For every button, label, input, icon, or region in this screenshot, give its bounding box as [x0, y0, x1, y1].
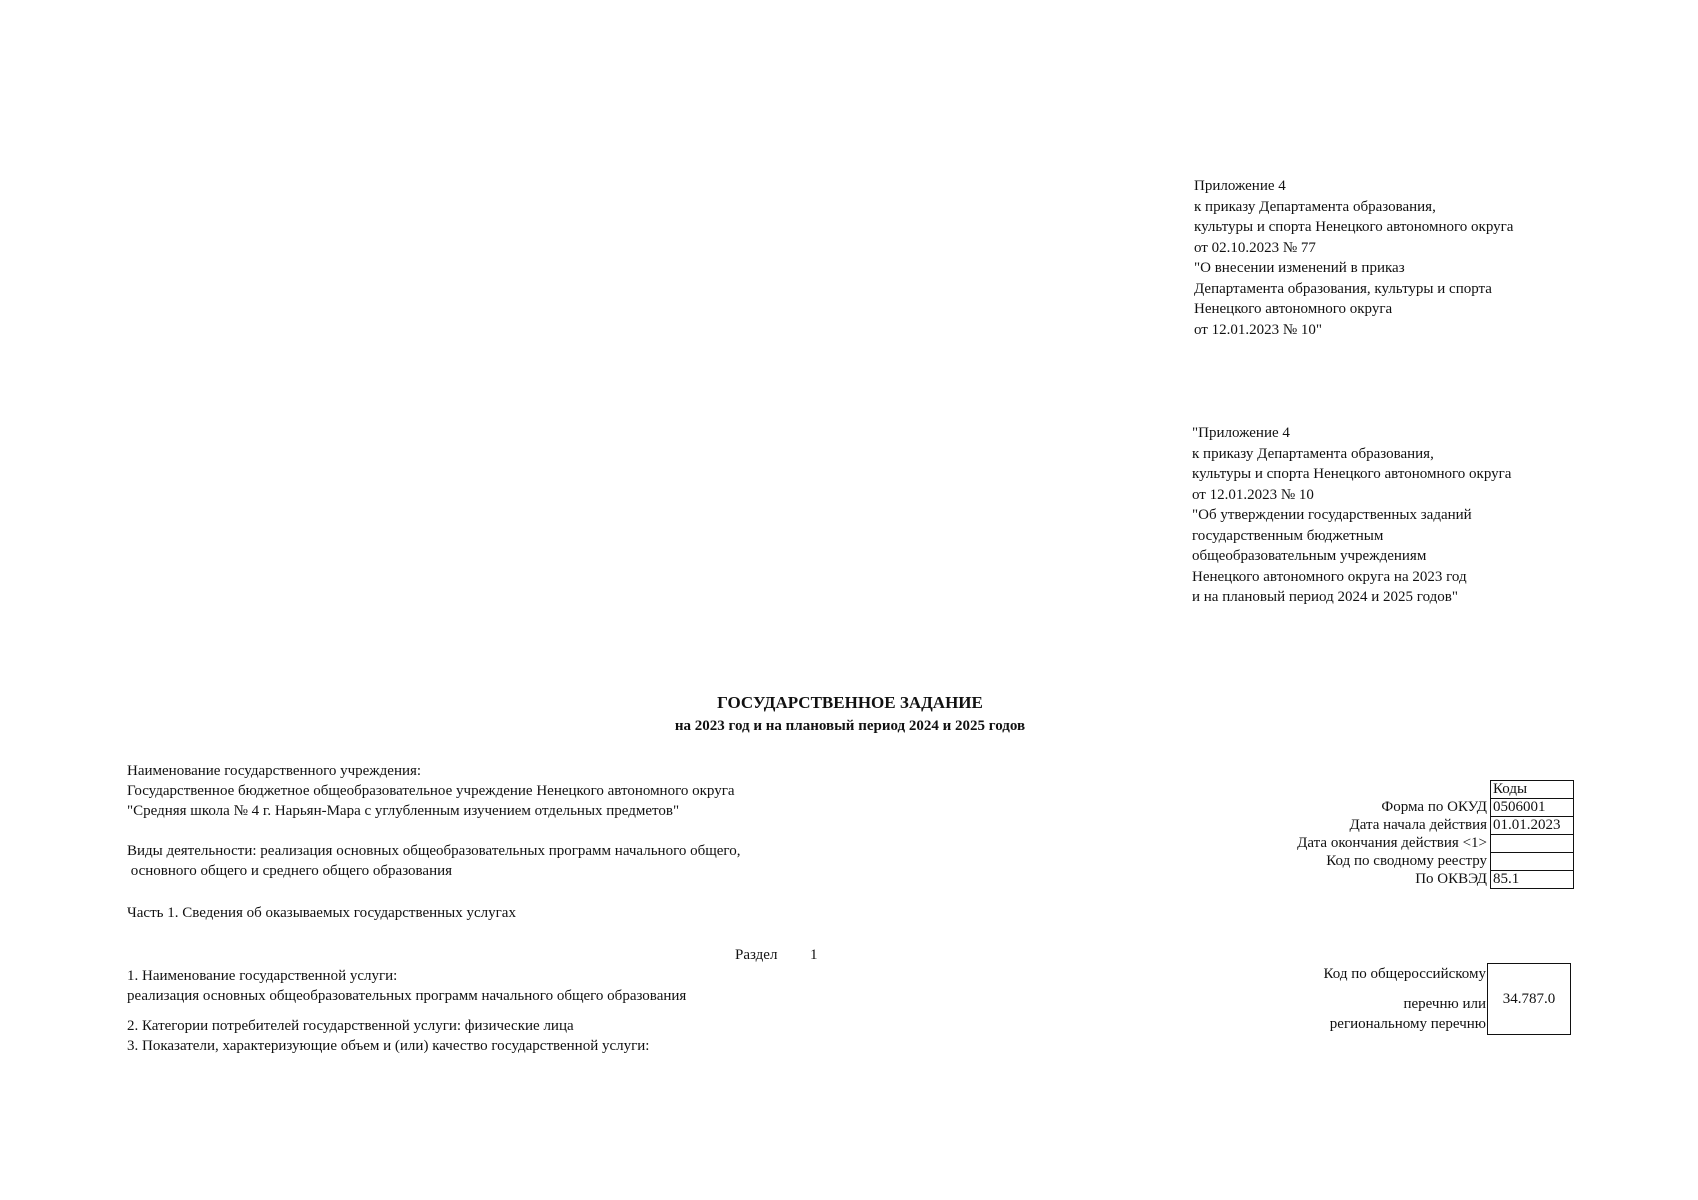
codes-header-row [1295, 781, 1573, 799]
institution-name-line2: "Средняя школа № 4 г. Нарьян-Мара с углубленным изучением отдельных предметов" [127, 803, 680, 819]
appendix-new-block [1194, 176, 1513, 340]
institution-name-line1: Государственное бюджетное общеобразовательное учреждение Ненецкого автономного округа [127, 783, 735, 799]
codes-row-label: Форма по ОКУД [1381, 799, 1487, 815]
appendix-old-line: государственным бюджетным [1192, 527, 1384, 544]
codes-header: Коды [1491, 781, 1574, 799]
indicators-heading: 3. Показатели, характеризующие объем и (или) качество государственной услуги: [127, 1038, 650, 1054]
service-name-label: 1. Наименование государственной услуги: [127, 968, 398, 984]
appendix-new-line: от 02.10.2023 № 77 [1194, 239, 1316, 256]
appendix-new-line: культуры и спорта Ненецкого автономного округа [1194, 219, 1514, 235]
document-subtitle: на 2023 год и на плановый период 2024 и 2025 годов [674, 718, 1026, 734]
codes-row-value: 85.1 [1491, 871, 1574, 889]
codes-table [1295, 780, 1574, 889]
codes-row [1295, 853, 1573, 871]
document-title: ГОСУДАРСТВЕННОЕ ЗАДАНИЕ [717, 693, 983, 712]
registry-label-line2: перечню или [1403, 996, 1486, 1012]
appendix-old-line: и на плановый период 2024 и 2025 годов" [1192, 589, 1458, 605]
appendix-old-line: общеобразовательным учреждениям [1192, 548, 1427, 564]
appendix-old-line: к приказу Департамента образования, [1192, 445, 1434, 462]
section-label: Раздел [735, 947, 778, 963]
activity-line1: Виды деятельности: реализация основных общеобразовательных программ начального общего, [127, 843, 741, 859]
codes-row-label: Код по сводному реестру [1326, 853, 1487, 869]
appendix-old-block [1192, 423, 1511, 608]
codes-row [1295, 817, 1573, 835]
appendix-old-line: культуры и спорта Ненецкого автономного округа [1192, 466, 1512, 482]
appendix-old-line: "Об утверждении государственных заданий [1192, 507, 1472, 523]
codes-row-label: Дата окончания действия <1> [1297, 835, 1487, 851]
codes-row-value: 0506001 [1491, 799, 1574, 817]
service-name-value: реализация основных общеобразовательных программ начального общего образования [127, 988, 687, 1004]
codes-row-value: 01.01.2023 [1491, 817, 1574, 835]
codes-row-value [1491, 853, 1574, 871]
codes-row-label: По ОКВЭД [1415, 871, 1487, 887]
codes-row [1295, 871, 1573, 889]
codes-row-label: Дата начала действия [1349, 817, 1487, 833]
appendix-new-line: от 12.01.2023 № 10" [1194, 321, 1323, 338]
codes-row [1295, 835, 1573, 853]
registry-code-box [1487, 963, 1571, 1035]
registry-code-value: 34.787.0 [1502, 990, 1556, 1007]
appendix-new-line: к приказу Департамента образования, [1194, 198, 1436, 215]
part-heading: Часть 1. Сведения об оказываемых государственных услугах [127, 905, 516, 921]
registry-label-line1: Код по общероссийскому [1323, 966, 1486, 982]
appendix-old-line: Ненецкого автономного округа на 2023 год [1192, 568, 1467, 585]
appendix-new-line: Приложение 4 [1194, 178, 1286, 194]
appendix-new-line: Ненецкого автономного округа [1194, 301, 1393, 317]
codes-row-value [1491, 835, 1574, 853]
institution-label: Наименование государственного учреждения: [127, 763, 422, 779]
registry-label-line3: региональному перечню [1329, 1016, 1486, 1032]
appendix-old-line: "Приложение 4 [1192, 425, 1290, 441]
appendix-new-line: "О внесении изменений в приказ [1194, 260, 1405, 276]
section-number: 1 [810, 947, 818, 963]
appendix-old-line: от 12.01.2023 № 10 [1192, 486, 1314, 503]
codes-row [1295, 799, 1573, 817]
consumer-category: 2. Категории потребителей государственной услуги: физические лица [127, 1018, 574, 1034]
appendix-new-line: Департамента образования, культуры и спорта [1194, 280, 1492, 297]
activity-line2: основного общего и среднего общего образования [127, 863, 453, 879]
